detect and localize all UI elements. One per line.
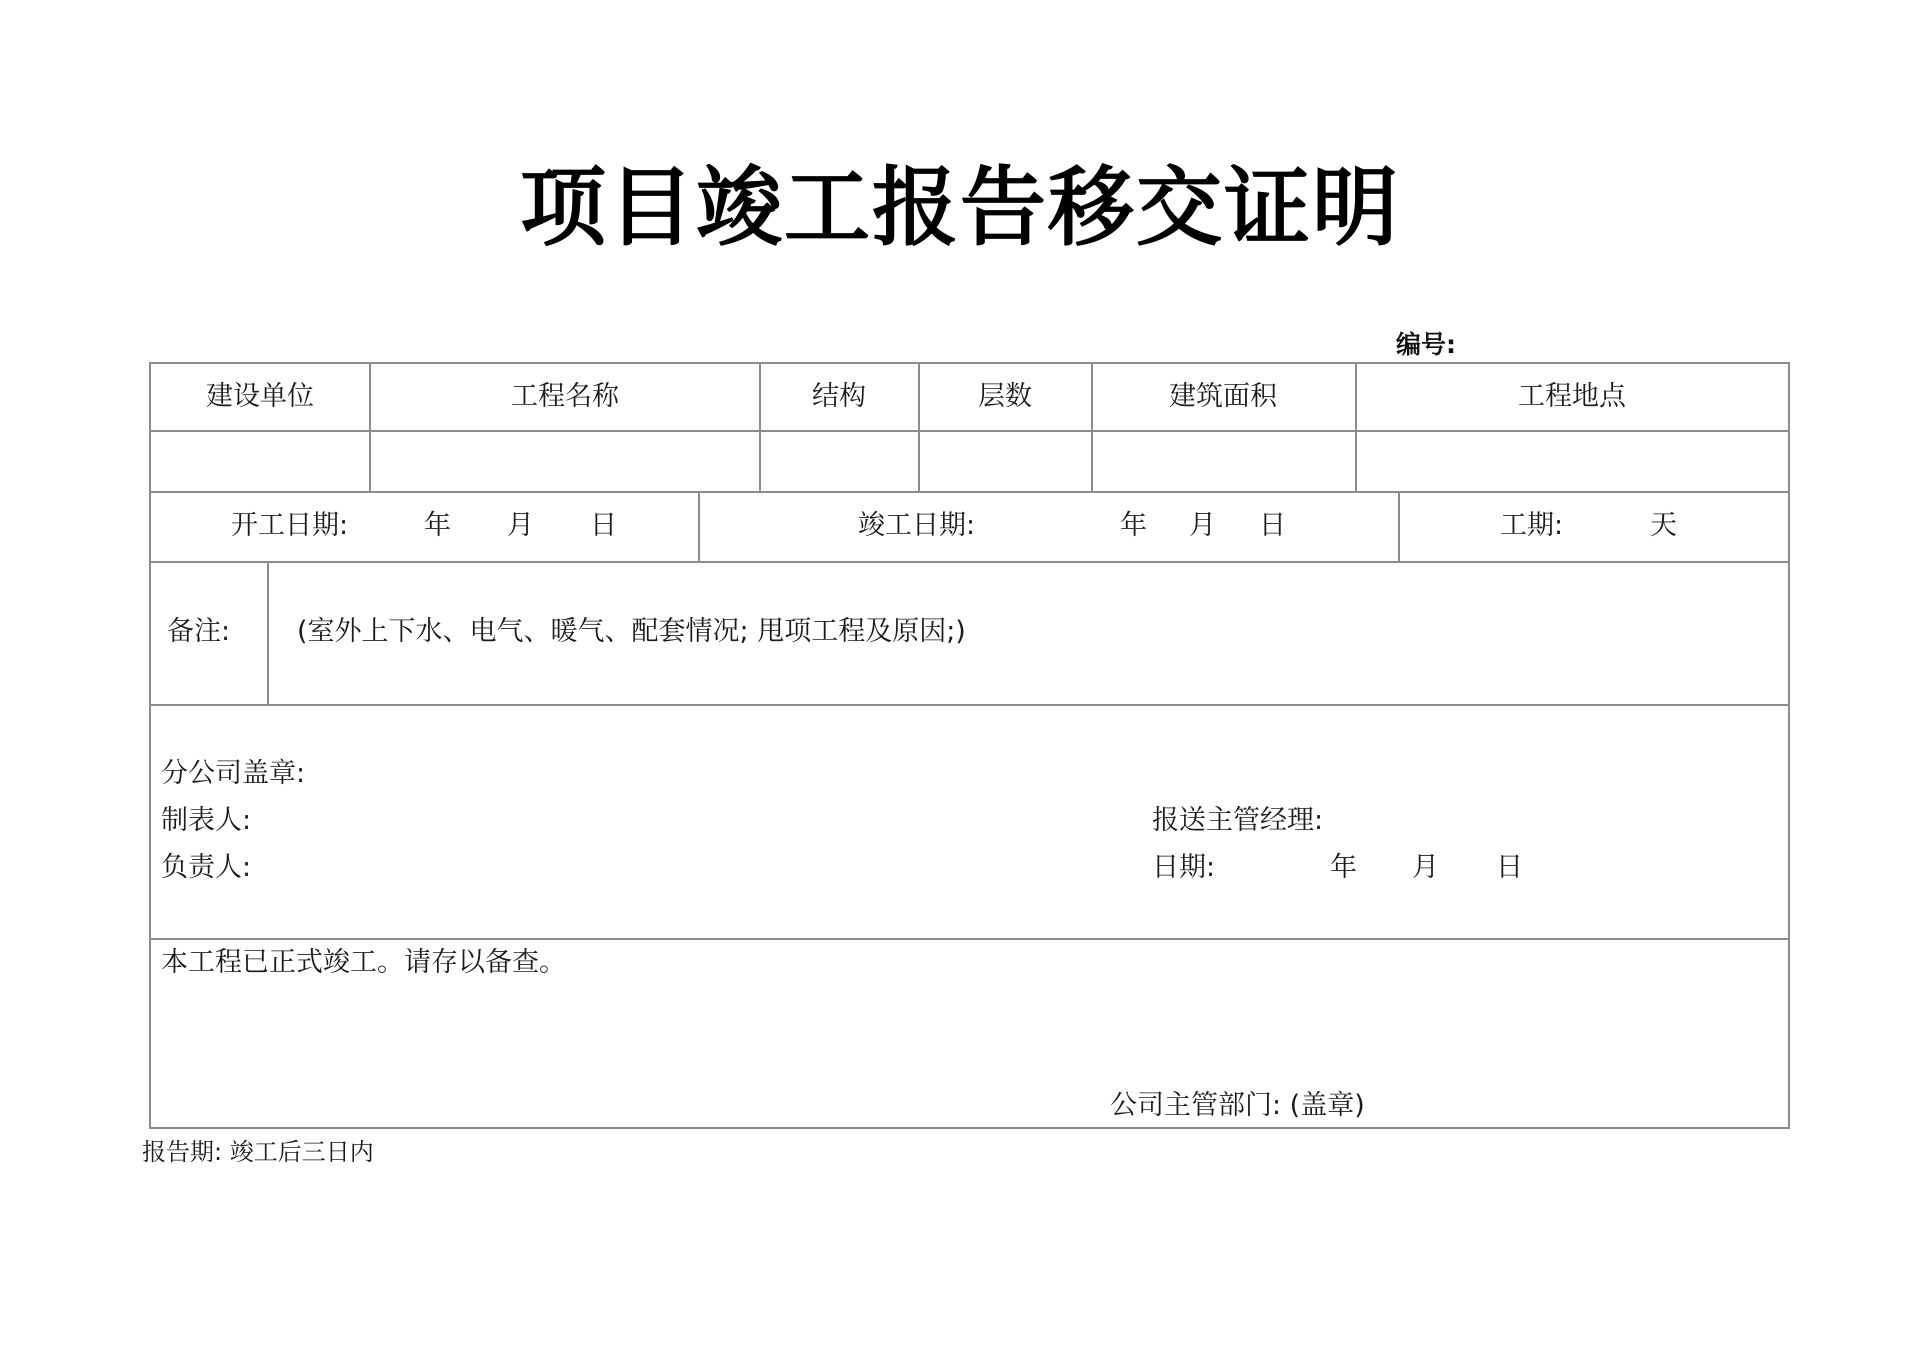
remarks-hint: (室外上下水、电气、暖气、配套情况; 甩项工程及原因;) bbox=[297, 616, 966, 647]
branch-seal-label: 分公司盖章: bbox=[161, 758, 306, 789]
table-line-header bbox=[149, 430, 1790, 432]
table-border-top bbox=[149, 362, 1790, 364]
form-number-label: 编号: bbox=[1396, 330, 1456, 359]
company-dept-seal-label: 公司主管部门: (盖章) bbox=[1110, 1090, 1365, 1121]
completion-date-label: 竣工日期: bbox=[858, 510, 976, 541]
col-divider bbox=[267, 561, 269, 706]
header-cell-structure: 结构 bbox=[812, 381, 866, 412]
report-to-manager-label: 报送主管经理: bbox=[1152, 805, 1324, 836]
table-line-dates bbox=[149, 561, 1790, 563]
completion-statement: 本工程已正式竣工。请存以备查。 bbox=[161, 947, 566, 978]
col-divider bbox=[1355, 362, 1357, 492]
header-cell-project-name: 工程名称 bbox=[511, 381, 619, 412]
completion-date-month: 月 bbox=[1189, 510, 1216, 541]
col-divider bbox=[369, 362, 371, 492]
table-line-signatures bbox=[149, 938, 1790, 940]
col-divider bbox=[759, 362, 761, 492]
table-border-bottom bbox=[149, 1127, 1790, 1129]
header-cell-project-location: 工程地点 bbox=[1518, 381, 1626, 412]
col-divider bbox=[1398, 491, 1400, 563]
table-line-row1 bbox=[149, 491, 1790, 493]
col-divider bbox=[1091, 362, 1093, 492]
table-line-remarks bbox=[149, 704, 1790, 706]
duration-label: 工期: bbox=[1500, 510, 1564, 541]
header-cell-construction-unit: 建设单位 bbox=[206, 381, 314, 412]
start-date-month: 月 bbox=[507, 510, 534, 541]
responsible-person-label: 负责人: bbox=[161, 852, 252, 883]
report-period-note: 报告期: 竣工后三日内 bbox=[142, 1138, 374, 1166]
table-border-left bbox=[149, 362, 151, 1129]
start-date-day: 日 bbox=[590, 510, 617, 541]
start-date-year: 年 bbox=[424, 510, 451, 541]
preparer-label: 制表人: bbox=[161, 805, 252, 836]
document-title: 项目竣工报告移交证明 bbox=[520, 158, 1400, 258]
signature-date-day: 日 bbox=[1496, 852, 1523, 883]
start-date-label: 开工日期: bbox=[231, 510, 349, 541]
header-cell-floors: 层数 bbox=[978, 381, 1032, 412]
col-divider bbox=[698, 491, 700, 563]
remarks-label: 备注: bbox=[167, 616, 231, 647]
header-cell-floor-area: 建筑面积 bbox=[1169, 381, 1277, 412]
completion-date-day: 日 bbox=[1259, 510, 1286, 541]
completion-date-year: 年 bbox=[1120, 510, 1147, 541]
duration-unit: 天 bbox=[1650, 510, 1677, 541]
signature-date-label: 日期: bbox=[1152, 852, 1216, 883]
col-divider bbox=[918, 362, 920, 492]
signature-date-month: 月 bbox=[1412, 852, 1439, 883]
table-border-right bbox=[1788, 362, 1790, 1129]
signature-date-year: 年 bbox=[1330, 852, 1357, 883]
